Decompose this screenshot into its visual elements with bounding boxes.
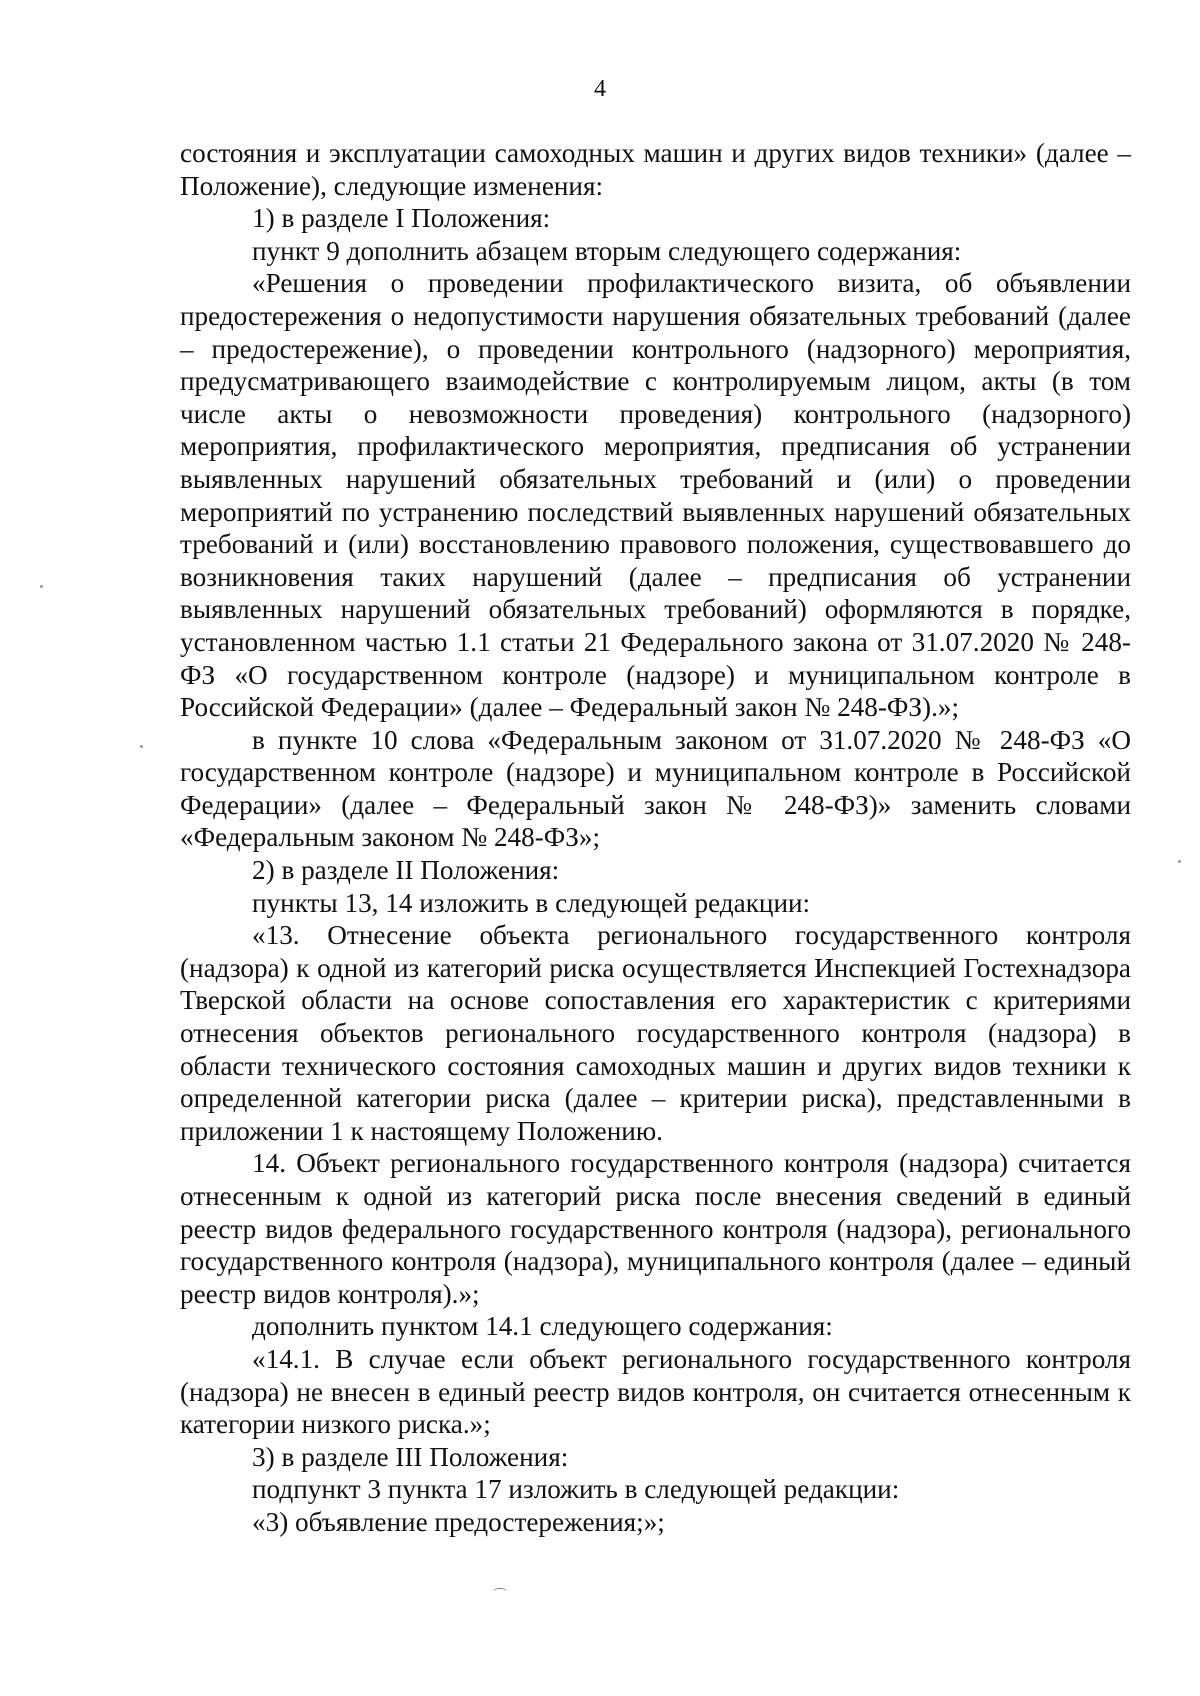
scan-speck: [1178, 860, 1181, 863]
paragraph-item-17-intro: подпункт 3 пункта 17 изложить в следующей редакции:: [252, 1474, 900, 1505]
paragraph-item-9-intro: пункт 9 дополнить абзацем вторым следующего содержания:: [252, 235, 962, 266]
paragraph-item-9-text: «Решения о проведении профилактического визита, об объявлении предостережения о недопустимости нарушения обязательных требований (далее – предостережение), о проведении контрольного (надзорного) мероприятия, предусматривающего взаимодействие с контролируемым лицом, акты (в том числе акты о невозможности проведения) контрольного (надзорного) мероприятия, профилактического мероприятия, предписания об устранении выявленных нарушений обязательных требований и (или) о проведении мероприятий по устранению последствий выявленных нарушений обязательных требований и (или) восстановлению правового положения, существовавшего до возникновения таких нарушений (далее – предписания об устранении выявленных нарушений обязательных требований) оформляются в порядке, установленном частью 1.1 статьи 21 Федерального закона от 31.07.2020 № 248-ФЗ «О государственном контроле (надзоре) и муниципальном контроле в Российской Федерации» (далее – Федеральный закон № 248-ФЗ).»;: [180, 268, 1131, 723]
document-body: [180, 137, 1131, 1539]
paragraph-section-3: 3) в разделе III Положения:: [252, 1441, 569, 1472]
paragraph-item-14: 14. Объект регионального государственного контроля (надзора) считается отнесенным к одной из категорий риска после внесения сведений в единый реестр видов федерального государственного контроля (надзора), регионального государственного контроля (надзора), муниципального контроля (далее – единый реестр видов контроля).»;: [180, 1148, 1131, 1309]
paragraph-section-2: 2) в разделе II Положения:: [252, 855, 560, 886]
paragraph-item-17-3: «3) объявление предостережения;»;: [252, 1506, 665, 1537]
scan-speck: [40, 585, 43, 588]
page-number: 4: [594, 76, 606, 102]
paragraph-item-13: «13. Отнесение объекта регионального государственного контроля (надзора) к одной из категорий риска осуществляется Инспекцией Гостехнадзора Тверской области на основе сопоставления его характеристик с критериями отнесения объектов регионального государственного контроля (надзора) в области технического состояния самоходных машин и других видов техники к определенной категории риска (далее – критерии риска), представленными в приложении 1 к настоящему Положению.: [180, 920, 1131, 1146]
paragraph-items-13-14-intro: пункты 13, 14 изложить в следующей редакции:: [252, 887, 811, 918]
scan-speck: [140, 745, 143, 748]
paragraph-section-1: 1) в разделе I Положения:: [252, 203, 551, 234]
paragraph-item-14-1: «14.1. В случае если объект регионального государственного контроля (надзора) не внесен в единый реестр видов контроля, он считается отнесенным к категории низкого риска.»;: [180, 1343, 1131, 1440]
paragraph-item-14-1-intro: дополнить пунктом 14.1 следующего содержания:: [252, 1311, 833, 1342]
scan-artifact: [493, 1588, 507, 1595]
paragraph-continuation: состояния и эксплуатации самоходных машин и других видов техники» (далее – Положение), следующие изменения:: [180, 138, 1131, 201]
paragraph-item-10: в пункте 10 слова «Федеральным законом от 31.07.2020 № 248-ФЗ «О государственном контроле (надзоре) и муниципальном контроле в Российской Федерации» (далее – Федеральный закон № 248-ФЗ)» заменить словами «Федеральным законом № 248-ФЗ»;: [180, 724, 1131, 853]
